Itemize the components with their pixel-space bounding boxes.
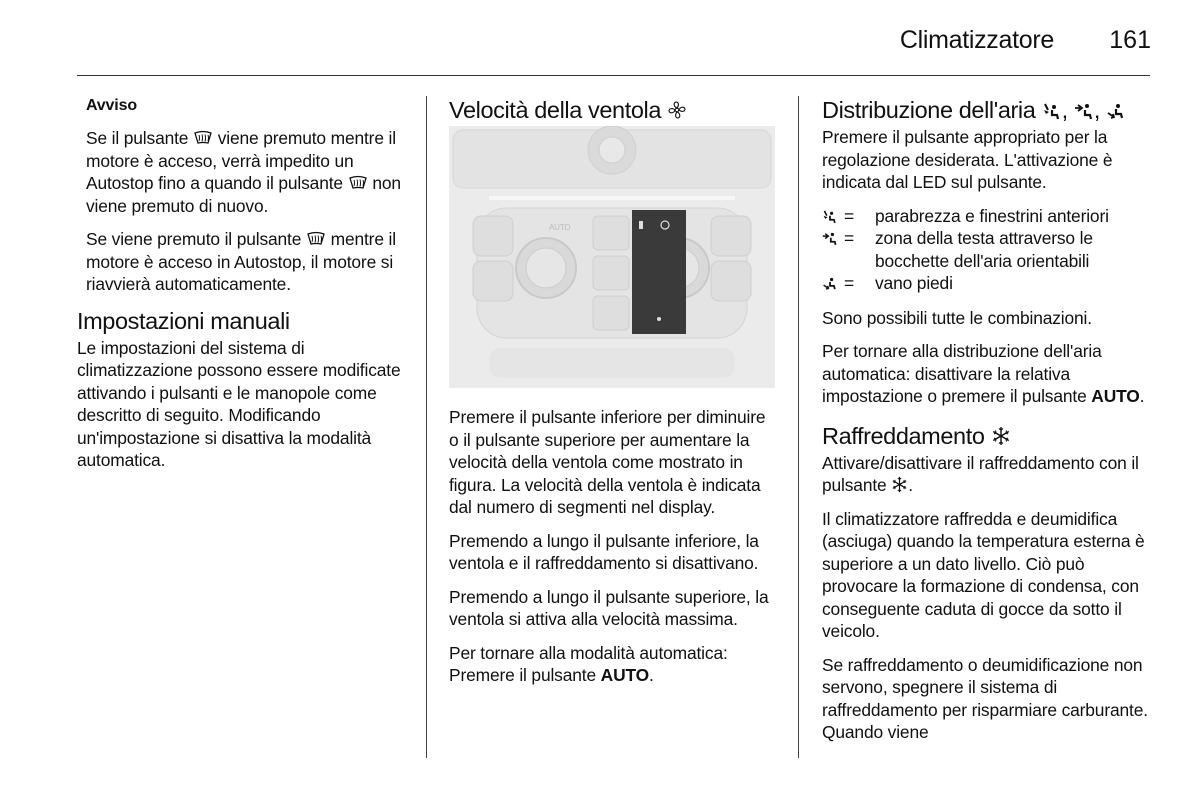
avviso-paragraph-2 [86,228,407,296]
climate-control-panel-figure [449,126,775,388]
avviso-note [77,96,407,296]
column-3 [822,96,1154,755]
snowflake-icon [991,426,1011,446]
avviso-p2-text-b: mentre il motore è acceso in Autostop, il motore si riavvierà automaticamente. [86,229,396,294]
section-heading-raffreddamento [822,422,1154,450]
footwell-airflow-icon [1106,102,1126,120]
list-text: parabrezza e finestrini anteriori [875,205,1109,226]
ventola-paragraph-1: Premere il pulsante inferiore per diminuire o il pulsante superiore per aumentare la velocità della ventola come mostrato in figura. La velocità della ventola è indicata dal numero di segmenti nel display. [449,407,766,517]
ventola-p4-text: Per tornare alla modalità automatica: Premere il pulsante [449,642,728,685]
distribuzione-paragraph-1: Premere il pulsante appropriato per la regolazione desiderata. L'attivazione è indicata dal LED sul pulsante. [822,127,1113,192]
section-heading-ventola [449,96,779,124]
raffreddamento-paragraph-3: Se raffreddamento o deumidificazione non servono, spegnere il sistema di raffreddamento per risparmiare carburante. Quando viene [822,654,1148,742]
avviso-title: Avviso [86,97,137,114]
header-rule [77,75,1150,76]
section-heading-distribuzione: Distribuzione dell'aria , , [822,96,1154,124]
footwell-airflow-icon [822,276,838,291]
raffreddamento-p1-period: . [908,475,913,495]
ventola-p4-period: . [649,665,654,685]
column-1 [77,96,407,483]
snowflake-icon [891,476,908,493]
windscreen-airflow-icon [822,209,838,224]
list-equals: = [844,228,855,248]
raffreddamento-paragraph-1 [822,452,1154,497]
fan-icon [667,100,687,120]
distribuzione-paragraph-3 [822,340,1154,408]
raffreddamento-p1-text: Attivare/disattivare il raffreddamento con il pulsante [822,452,1139,495]
ventola-paragraph-4 [449,642,779,687]
airflow-list [822,205,1154,295]
column-2 [449,96,779,698]
avviso-p2-text-a: Se viene premuto il pulsante [86,229,302,249]
rear-window-heater-icon [348,175,368,191]
impostazioni-paragraph: Le impostazioni del sistema di climatizzazione possono essere modificate attivando i pulsanti e le manopole come descritto di seguito. Modificando un'impostazione si disattiva la modalità automatica. [77,337,401,470]
distribuzione-heading-text: Distribuzione dell'aria [822,97,1036,123]
list-item [822,272,1154,295]
list-text: vano piedi [875,273,953,293]
avviso-p1-text-a: Se il pulsante [86,128,189,148]
auto-keyword: AUTO [600,665,650,685]
list-item [822,227,1154,272]
raffreddamento-paragraph-2: Il climatizzatore raffredda e deumidifica (asciuga) quando la temperatura esterna è superiore a un dato livello. Ciò può provocare la formazione di condensa, con conseguente caduta di gocce da sotto il veicolo. [822,508,1145,641]
raffreddamento-heading-text: Raffreddamento [822,422,985,449]
distribuzione-p3-period: . [1139,386,1145,406]
avviso-paragraph-1 [86,127,407,217]
avviso-p1-text-c: non viene premuto di nuovo. [86,173,401,216]
head-airflow-icon [1074,102,1094,120]
figure-auto-label: AUTO [549,223,571,232]
list-equals: = [844,205,855,226]
page-number: 161 [1109,26,1151,54]
head-airflow-icon [822,231,838,246]
column-divider-1 [426,96,427,758]
auto-keyword: AUTO [1091,386,1140,406]
section-heading-impostazioni: Impostazioni manuali [77,307,290,334]
list-text: zona della testa attraverso le bocchette dell'aria orientabili [875,228,1093,271]
column-divider-2 [798,96,799,758]
ventola-heading-text: Velocità della ventola [449,97,661,123]
rear-window-heater-icon [306,231,326,247]
page-header-title: Climatizzatore [899,26,1054,54]
avviso-p1-text-b: viene premuto mentre il motore è acceso, verrà impedito un Autostop fino a quando il pulsante [86,128,396,193]
ventola-paragraph-3: Premendo a lungo il pulsante superiore, la ventola si attiva alla velocità massima. [449,586,769,629]
distribuzione-paragraph-2: Sono possibili tutte le combinazioni. [822,307,1092,328]
distribuzione-p3-text: Per tornare alla distribuzione dell'aria automatica: disattivare la relativa impostazione o premere il pulsante [822,341,1102,406]
list-equals: = [844,273,855,293]
rear-window-heater-icon [193,130,213,146]
list-item [822,205,1154,228]
ventola-paragraph-2: Premendo a lungo il pulsante inferiore, la ventola e il raffreddamento si disattivano. [449,530,759,573]
windscreen-airflow-icon [1042,102,1062,120]
